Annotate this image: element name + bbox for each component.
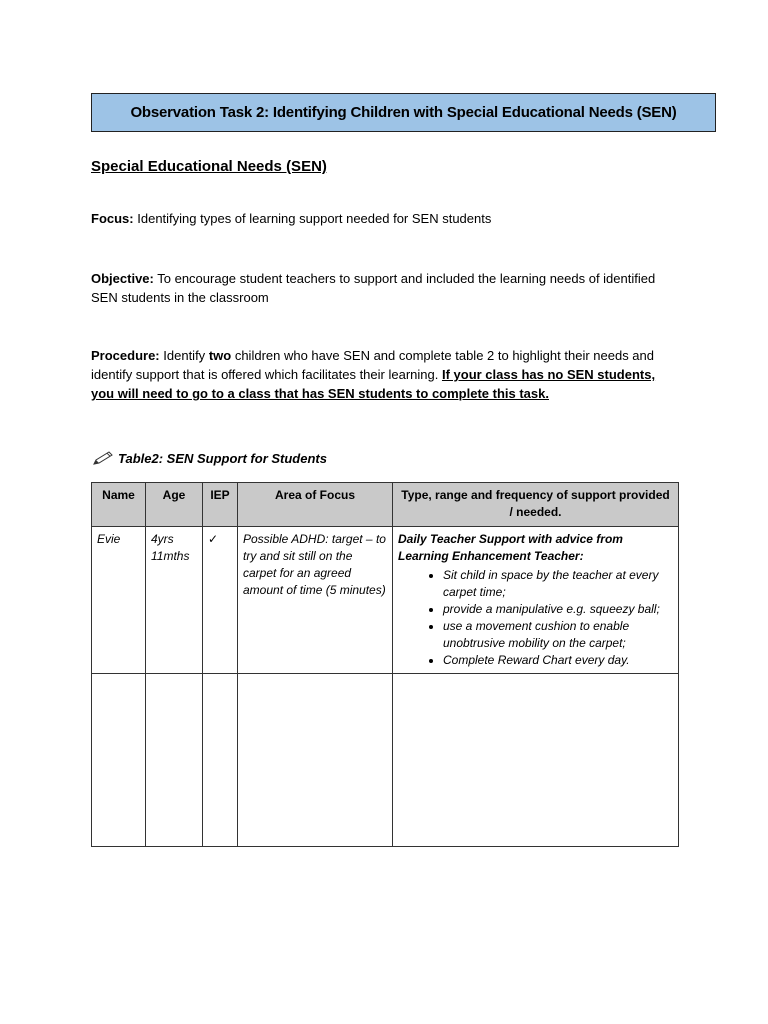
cell-support	[393, 527, 679, 674]
cell-empty[interactable]	[146, 674, 203, 847]
section-heading: Special Educational Needs (SEN)	[91, 158, 327, 175]
objective-label: Objective:	[91, 271, 154, 286]
header-support: Type, range and frequency of support provided / needed.	[393, 483, 679, 527]
header-iep: IEP	[203, 483, 238, 527]
table-caption-text: Table2: SEN Support for Students	[118, 450, 327, 466]
support-item: • Complete Reward Chart every day.	[443, 652, 673, 669]
cell-empty[interactable]	[238, 674, 393, 847]
support-item: • provide a manipulative e.g. squeezy ball;	[443, 601, 673, 618]
focus-text: Identifying types of learning support needed for SEN students	[137, 211, 492, 226]
cell-empty[interactable]	[393, 674, 679, 847]
pencil-icon	[92, 450, 114, 466]
procedure-text-b: children who have SEN and complete table 2 to highlight their needs and identify support that is offered which facilitates their learning.	[91, 348, 654, 382]
page-title: Observation Task 2: Identifying Children with Special Educational Needs (SEN)	[91, 93, 716, 132]
procedure-bold-word: two	[208, 348, 232, 363]
support-heading: Daily Teacher Support with advice from Learning Enhancement Teacher:	[398, 532, 623, 563]
table-row-empty	[92, 674, 679, 847]
cell-iep: ✓	[203, 527, 238, 674]
header-age: Age	[146, 483, 203, 527]
cell-name: Evie	[92, 527, 146, 674]
support-list	[398, 567, 673, 669]
objective-paragraph	[91, 269, 671, 307]
procedure-paragraph	[91, 346, 671, 403]
support-item: • Sit child in space by the teacher at every carpet time;	[443, 567, 673, 601]
cell-age: 4yrs 11mths	[146, 527, 203, 674]
header-name: Name	[92, 483, 146, 527]
cell-empty[interactable]	[92, 674, 146, 847]
table-header-row	[92, 483, 679, 527]
focus-paragraph	[91, 209, 671, 228]
focus-label: Focus:	[91, 211, 134, 226]
sen-support-table	[91, 482, 679, 847]
cell-focus: Possible ADHD: target – to try and sit still on the carpet for an agreed amount of time (5 minutes)	[238, 527, 393, 674]
header-area-of-focus: Area of Focus	[238, 483, 393, 527]
procedure-label: Procedure:	[91, 348, 160, 363]
objective-text: To encourage student teachers to support and included the learning needs of identified SEN students in the classroom	[91, 271, 656, 305]
support-item: • use a movement cushion to enable unobtrusive mobility on the carpet;	[443, 618, 673, 652]
procedure-text-a: Identify	[163, 348, 206, 363]
table-caption	[92, 450, 327, 466]
cell-empty[interactable]	[203, 674, 238, 847]
table-row	[92, 527, 679, 674]
procedure-emphasis: If your class has no SEN students, you will need to go to a class that has SEN students to complete this task.	[91, 367, 656, 401]
